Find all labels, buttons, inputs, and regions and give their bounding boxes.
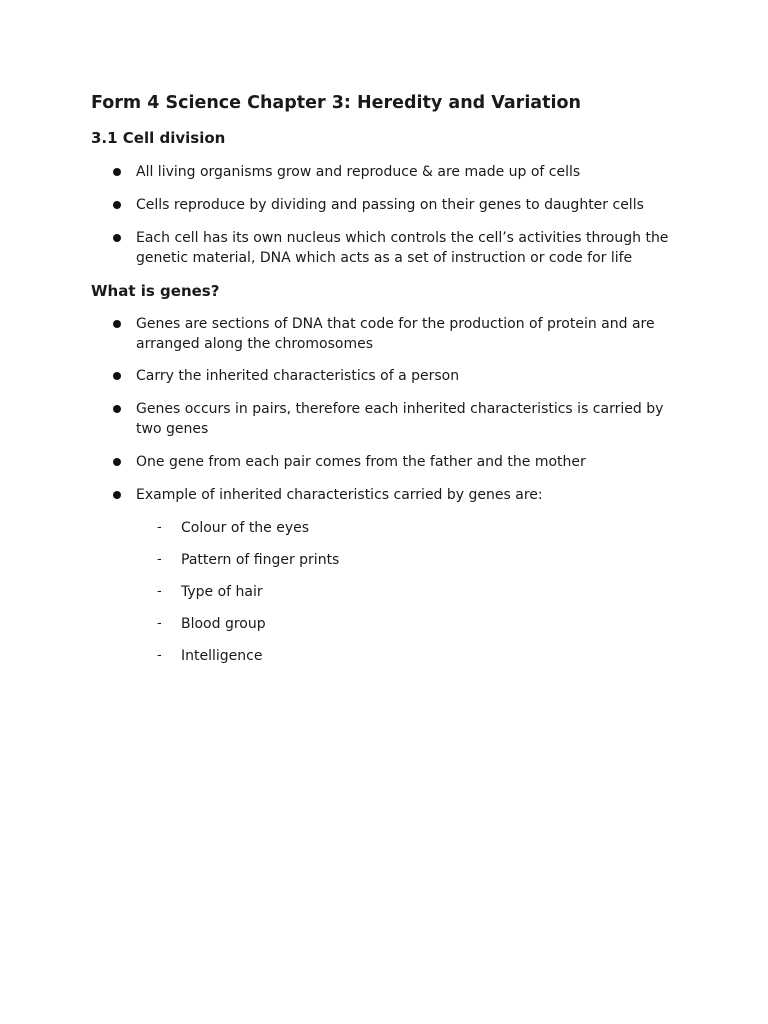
list-item-text: Carry the inherited characteristics of a person — [136, 368, 460, 384]
dash-marker: - — [157, 616, 162, 631]
dash-marker: - — [157, 584, 162, 599]
list-item-text: Genes occurs in pairs, therefore each inherited characteristics is carried by two genes — [136, 401, 664, 437]
document-title: Form 4 Science Chapter 3: Heredity and Variation — [91, 93, 581, 113]
list-item-text: Blood group — [181, 616, 266, 632]
list-item-text: Genes are sections of DNA that code for the production of protein and are arranged along the chromosomes — [136, 316, 655, 352]
list-item-text: One gene from each pair comes from the father and the mother — [136, 454, 586, 470]
bullet-icon — [113, 168, 121, 176]
bullet-icon — [113, 491, 121, 499]
list-item-text: All living organisms grow and reproduce & are made up of cells — [136, 164, 581, 180]
list-item-text: Intelligence — [181, 648, 263, 664]
section-heading-what-is-genes: What is genes? — [91, 282, 220, 300]
list-item-text: Colour of the eyes — [181, 520, 310, 536]
dash-marker: - — [157, 648, 162, 663]
list-item-text: Type of hair — [181, 584, 263, 600]
list-item-text: Pattern of finger prints — [181, 552, 340, 568]
bullet-icon — [113, 405, 121, 413]
section-heading-cell-division: 3.1 Cell division — [91, 129, 226, 147]
bullet-icon — [113, 201, 121, 209]
bullet-icon — [113, 320, 121, 328]
dash-marker: - — [157, 552, 162, 567]
list-item-text: Example of inherited characteristics carried by genes are: — [136, 487, 543, 503]
bullet-icon — [113, 372, 121, 380]
list-item-text: Each cell has its own nucleus which controls the cell’s activities through the genetic material, DNA which acts as a set of instruction or code for life — [136, 230, 669, 266]
dash-marker: - — [157, 520, 162, 535]
bullet-icon — [113, 234, 121, 242]
list-item-text: Cells reproduce by dividing and passing on their genes to daughter cells — [136, 197, 644, 213]
bullet-icon — [113, 458, 121, 466]
